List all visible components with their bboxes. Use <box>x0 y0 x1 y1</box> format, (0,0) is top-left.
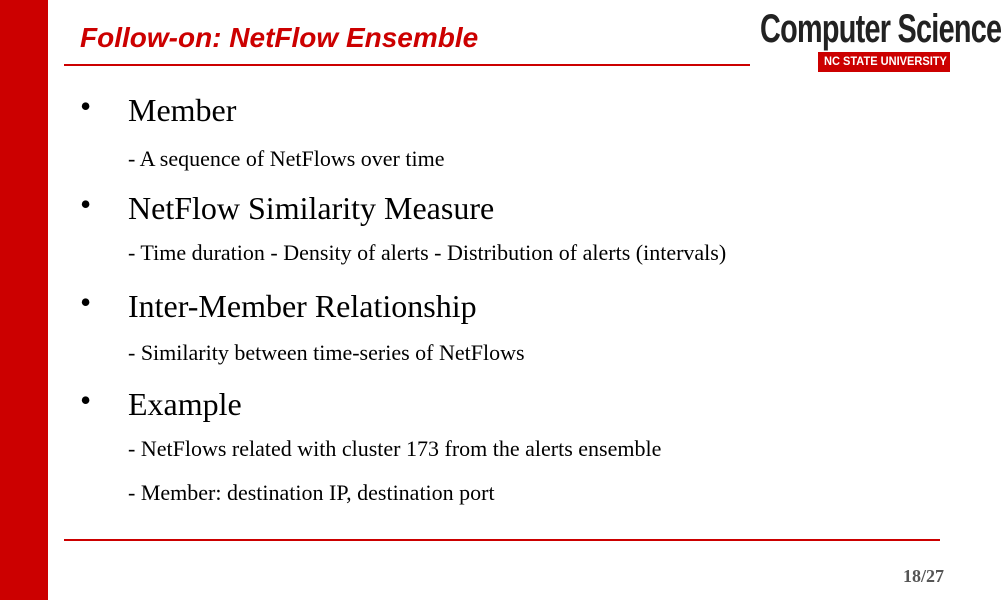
section-heading: Example <box>128 386 242 422</box>
page-number: 18/27 <box>902 566 944 586</box>
logo-text: Computer Science <box>760 7 1001 51</box>
bullet-icon: • <box>80 186 92 222</box>
section-heading: Member <box>128 92 237 128</box>
logo-university: NC STATE UNIVERSITY <box>824 54 947 68</box>
slide-title: Follow-on: NetFlow Ensemble <box>80 22 479 53</box>
left-accent-bar <box>0 0 48 600</box>
section-subitem: - Time duration - Density of alerts - Distribution of alerts (intervals) <box>128 240 727 265</box>
section-heading: NetFlow Similarity Measure <box>128 190 495 226</box>
footer-rule <box>64 539 940 541</box>
logo <box>760 6 1001 76</box>
section-heading: Inter-Member Relationship <box>128 288 477 324</box>
section-subitem: - A sequence of NetFlows over time <box>128 146 445 171</box>
section-subitem: - Similarity between time-series of NetFlows <box>128 340 525 365</box>
section-subitem: - NetFlows related with cluster 173 from the alerts ensemble <box>128 436 662 461</box>
section-subitem: - Member: destination IP, destination port <box>128 480 495 505</box>
bullet-icon: • <box>80 382 92 418</box>
bullet-icon: • <box>80 284 92 320</box>
bullet-icon: • <box>80 88 92 124</box>
title-underline <box>64 64 750 66</box>
